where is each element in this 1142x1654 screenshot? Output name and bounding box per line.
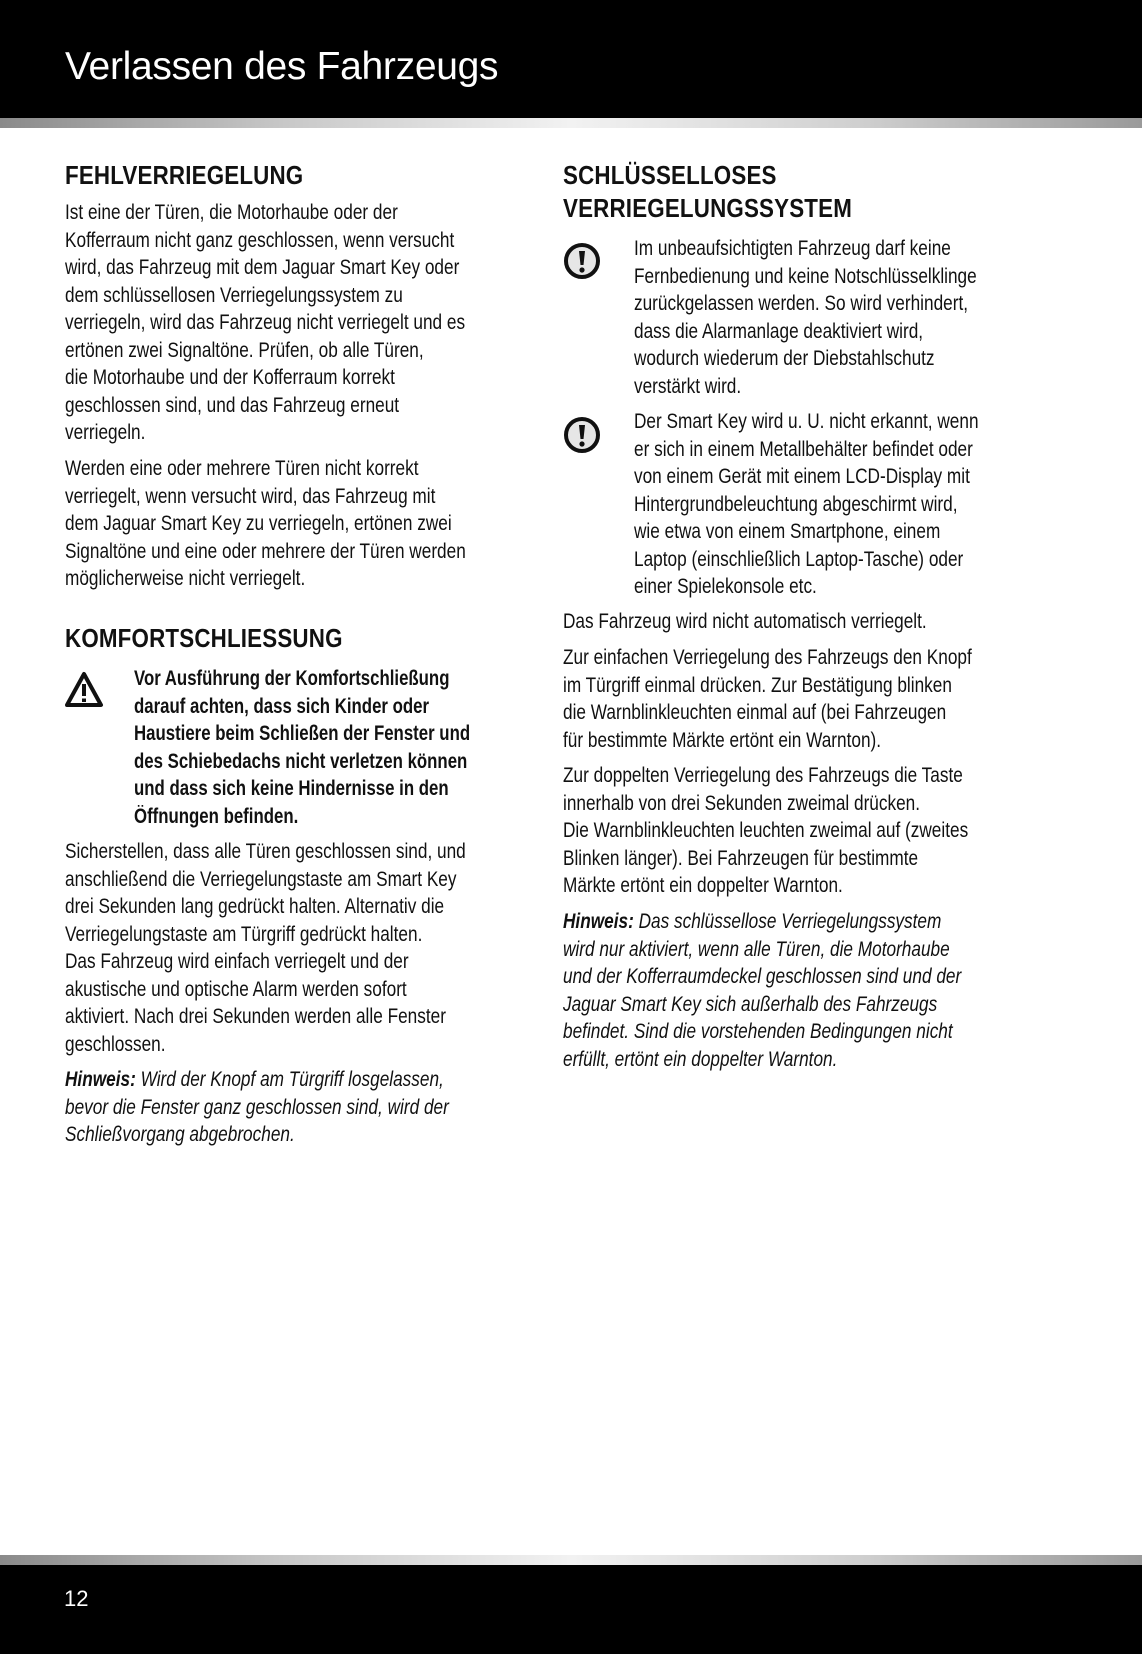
text-line: Öffnungen befinden. [134,804,299,828]
note-text: Wird der Knopf am Türgriff losgelassen, [135,1068,444,1091]
text-line: einer Spielekonsole etc. [634,575,817,598]
text-line [65,1066,449,1094]
text-line: er sich in einem Metallbehälter befindet oder [634,437,973,461]
page-number: 12 [64,1586,89,1611]
caution-1-text [634,235,1052,400]
text-line: wie etwa von einem Smartphone, einem [634,520,941,543]
text-line: Schließvorgang abgebrochen. [65,1123,295,1146]
text-line: Werden eine oder mehrere Türen nicht korrekt [65,457,419,480]
footer-divider [0,1555,1142,1565]
page-footer [0,1565,1142,1654]
caution-exclamation-icon [563,416,601,454]
text-line: Der Smart Key wird u. U. nicht erkannt, wenn [634,410,979,433]
note-label: Hinweis: [563,910,634,933]
text-line: Sicherstellen, dass alle Türen geschlossen sind, und [65,840,466,863]
text-line: aktiviert. Nach drei Sekunden werden alle Fenster [65,1005,446,1028]
text-line: verriegelt, wenn versucht wird, das Fahrzeug mit [65,484,436,508]
text-line: Das Fahrzeug wird nicht automatisch verriegelt. [563,610,927,633]
fehl-paragraph-2 [65,455,554,593]
text-line: und dass sich keine Hindernisse in den [134,777,449,800]
text-line: verstärkt wird. [634,374,742,398]
text-line: Haustiere beim Schließen der Fenster und [134,722,471,745]
text-line: wird, das Fahrzeug mit dem Jaguar Smart Key oder [65,256,460,279]
text-line: Laptop (einschließlich Laptop-Tasche) oder [634,547,964,571]
right-note [563,908,1049,1073]
text-line: Zur einfachen Verriegelung des Fahrzeugs den Knopf [563,646,972,669]
text-line: die Motorhaube und der Kofferraum korrekt [65,366,395,389]
text-line: dem Jaguar Smart Key zu verriegeln, ertönen zwei [65,512,452,535]
caution-exclamation-icon [563,242,601,280]
note-label: Hinweis: [65,1068,136,1091]
heading-schluesselloses-2: VERRIEGELUNGSSYSTEM [563,193,853,223]
text-line: Das Fahrzeug wird einfach verriegelt und der [65,950,409,973]
text-line: Blinken länger). Bei Fahrzeugen für bestimmte [563,846,919,870]
heading-schluesselloses-1: SCHLÜSSELLOSES [563,160,777,190]
text-line: geschlossen. [65,1032,166,1056]
text-line: anschließend die Verriegelungstaste am Smart Key [65,867,457,891]
text-line: Hintergrundbeleuchtung abgeschirmt wird, [634,492,958,516]
text-line: Fernbedienung und keine Notschlüsselklinge [634,264,977,288]
text-line: von einem Gerät mit einem LCD-Display mit [634,465,970,488]
text-line: wodurch wiederum der Diebstahlschutz [634,347,935,370]
text-line: die Warnblinkleuchten einmal auf (bei Fahrzeugen [563,701,947,724]
text-line: drei Sekunden lang gedrückt halten. Alternativ die [65,895,445,918]
text-line: befindet. Sind die vorstehenden Bedingungen nicht [563,1020,953,1043]
text-line: bevor die Fenster ganz geschlossen sind, wird der [65,1095,449,1119]
page-title: Verlassen des Fahrzeugs [65,45,499,88]
komfort-paragraph [65,838,554,1058]
caution-2-text [634,408,1054,601]
text-line: Signaltöne und eine oder mehrere der Türen werden [65,539,466,563]
text-line: möglicherweise nicht verriegelt. [65,567,306,590]
text-line: dass die Alarmanlage deaktiviert wird, [634,319,924,343]
text-line: erfüllt, ertönt ein doppelter Warnton. [563,1047,838,1071]
text-line: Vor Ausführung der Komfortschließung [134,667,450,690]
text-line: darauf achten, dass sich Kinder oder [134,694,430,718]
komfort-note [65,1066,533,1149]
heading-komfortschliessung: KOMFORTSCHLIESSUNG [65,623,343,653]
text-line: Verriegelungstaste am Türgriff gedrückt halten. [65,922,423,946]
text-line: Märkte ertönt ein doppelter Warnton. [563,874,843,897]
fehl-paragraph-1 [65,199,553,447]
text-line: und der Kofferraumdeckel geschlossen sind und der [563,965,962,988]
text-line: zurückgelassen werden. So wird verhindert, [634,292,969,315]
text-line: verriegeln, wird das Fahrzeug nicht verriegelt und es [65,311,466,334]
text-line: akustische und optische Alarm werden sofort [65,977,407,1001]
right-paragraph-3 [563,762,1057,900]
text-line: innerhalb von drei Sekunden zweimal drücken. [563,791,921,815]
komfort-warning-text [134,665,554,830]
text-line: Zur doppelten Verriegelung des Fahrzeugs die Taste [563,764,963,787]
note-text: Das schlüssellose Verriegelungssystem [633,910,942,933]
text-line [563,908,961,936]
text-line: Im unbeaufsichtigten Fahrzeug darf keine [634,237,951,260]
warning-triangle-icon [64,671,104,709]
text-line: für bestimmte Märkte ertönt ein Warnton). [563,728,882,752]
text-line: des Schiebedachs nicht verletzen können [134,749,468,773]
header-divider [0,118,1142,128]
text-line: verriegeln. [65,421,146,444]
text-line: wird nur aktiviert, wenn alle Türen, die Motorhaube [563,937,950,961]
text-line: ertönen zwei Signaltöne. Prüfen, ob alle Türen, [65,338,424,362]
text-line: Jaguar Smart Key sich außerhalb des Fahrzeugs [563,992,938,1016]
heading-fehlverriegelung: FEHLVERRIEGELUNG [65,160,304,190]
text-line: im Türgriff einmal drücken. Zur Bestätigung blinken [563,673,952,697]
text-line: Ist eine der Türen, die Motorhaube oder der [65,201,398,224]
text-line: geschlossen sind, und das Fahrzeug erneut [65,393,400,417]
right-paragraph-1 [563,608,1007,636]
text-line: Die Warnblinkleuchten leuchten zweimal auf (zweites [563,819,969,842]
text-line: dem schlüssellosen Verriegelungssystem zu [65,283,403,307]
right-paragraph-2 [563,644,1062,754]
text-line: Kofferraum nicht ganz geschlossen, wenn versucht [65,228,455,252]
